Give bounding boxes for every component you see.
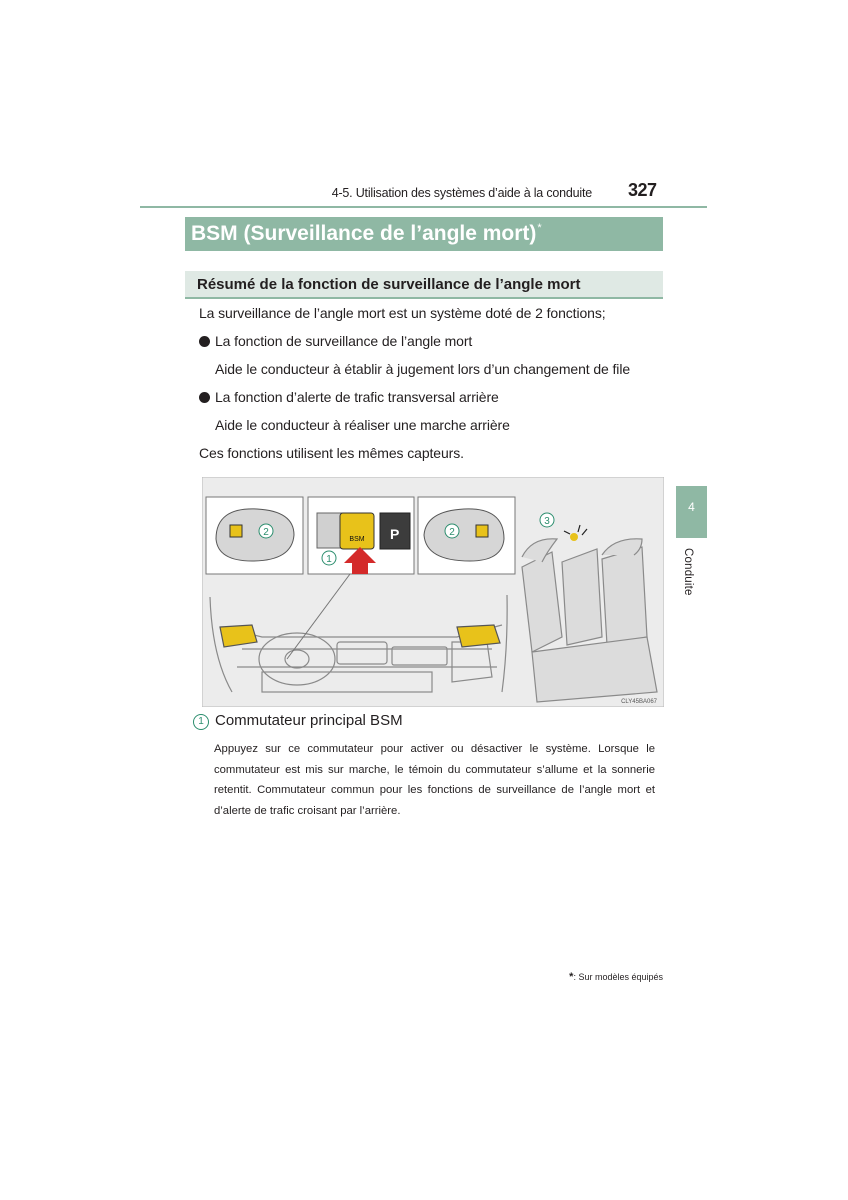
right-mirror-drawing xyxy=(457,625,500,647)
bullet-label: La fonction de surveillance de l’angle mort xyxy=(215,333,473,349)
bsm-switch-label: BSM xyxy=(349,536,365,543)
bullet-detail: Aide le conducteur à établir à jugement lors d’un changement de file xyxy=(215,361,631,377)
section-title xyxy=(185,217,663,251)
footnote-text: : Sur modèles équipés xyxy=(573,972,663,982)
section-title-text: BSM (Surveillance de l’angle mort) xyxy=(191,222,537,245)
bullet-item xyxy=(199,333,472,349)
callout-number: 1 xyxy=(193,714,209,730)
bullet-icon xyxy=(199,392,210,403)
chapter-label: Conduite xyxy=(682,548,694,596)
subsection-divider xyxy=(185,297,663,299)
image-code: CLY45BA067 xyxy=(621,699,657,705)
right-mirror-inset xyxy=(418,497,515,574)
page-number: 327 xyxy=(628,180,657,200)
chapter-header: 4-5. Utilisation des systèmes d’aide à la conduite xyxy=(331,186,592,200)
footnote-mark: * xyxy=(569,971,574,983)
footnote xyxy=(470,971,663,983)
callout-marker: 3 xyxy=(544,516,550,527)
closing-paragraph: Ces fonctions utilisent les mêmes capteurs. xyxy=(199,445,464,461)
callout-heading xyxy=(193,712,403,730)
callout-description: Appuyez sur ce commutateur pour activer ou désactiver le système. Lorsque le commutateur est mis sur marche, le témoin du commutateur s’allume et la sonnerie retentit. Commutateur commun pour les fonctions de surveillance de l’angle mort et d’alerte de trafic croisant par l’arrière. xyxy=(214,743,655,817)
bullet-label: La fonction d’alerte de trafic transversal arrière xyxy=(215,389,499,405)
header-divider xyxy=(140,206,707,208)
intro-paragraph: La surveillance de l’angle mort est un système doté de 2 fonctions; xyxy=(199,305,606,321)
chapter-tab: 4 xyxy=(676,486,707,538)
callout-marker: 2 xyxy=(263,527,269,538)
bullet-detail: Aide le conducteur à réaliser une marche arrière xyxy=(215,417,510,433)
subsection-title: Résumé de la fonction de surveillance de l’angle mort xyxy=(185,271,663,298)
rear-seat-drawing xyxy=(522,539,657,702)
bullet-item xyxy=(199,389,499,405)
callout-marker: 2 xyxy=(449,527,455,538)
bullet-icon xyxy=(199,336,210,347)
callout-marker: 1 xyxy=(326,554,332,565)
left-mirror-inset xyxy=(206,497,303,574)
section-title-mark: * xyxy=(537,222,542,234)
park-button-label: P xyxy=(390,526,400,542)
callout-title: Commutateur principal BSM xyxy=(215,712,403,729)
bsm-illustration xyxy=(202,477,664,707)
